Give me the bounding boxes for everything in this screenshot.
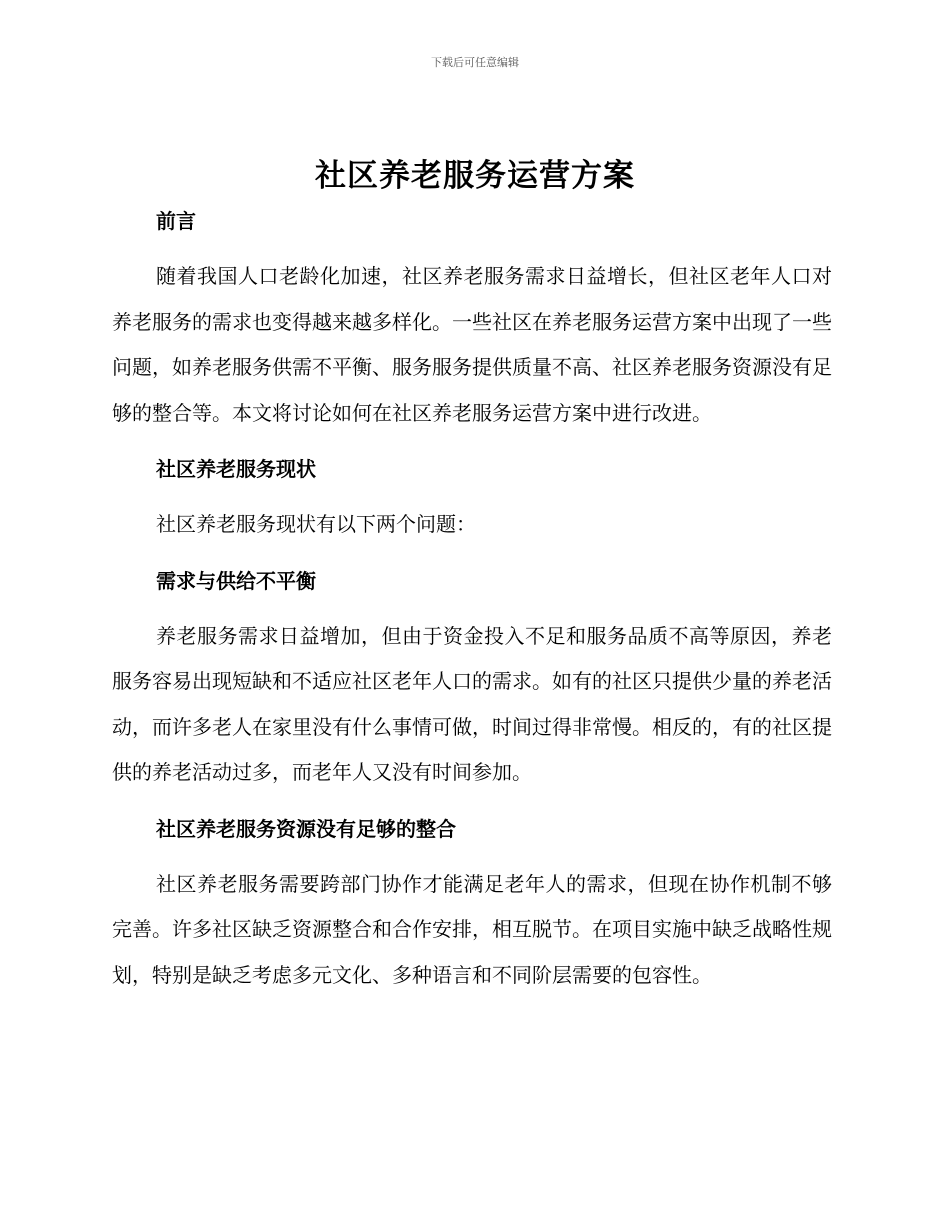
paragraph-current-status: 社区养老服务现状有以下两个问题：	[156, 512, 476, 536]
header-note: 下载后可任意编辑	[431, 56, 519, 69]
section-heading-resource-integration: 社区养老服务资源没有足够的整合	[156, 816, 456, 841]
paragraph-supply-demand: 养老服务需求日益增加，但由于资金投入不足和服务品质不高等原因，养老服务容易出现短缺和不适应社区老年人口的需求。如有的社区只提供少量的养老活动，而许多老人在家里没有什么事情可做，时间过得非常慢。相反的，有的社区提供的养老活动过多，而老年人又没有时间参加。	[112, 623, 832, 784]
section-heading-preface: 前言	[156, 209, 196, 233]
section-heading-supply-demand: 需求与供给不平衡	[156, 568, 316, 593]
document-title: 社区养老服务运营方案	[315, 158, 635, 194]
section-heading-current-status: 社区养老服务现状	[156, 457, 316, 481]
document-body	[112, 198, 832, 998]
paragraph-resource-integration: 社区养老服务需要跨部门协作才能满足老年人的需求，但现在协作机制不够完善。许多社区缺乏资源整合和合作安排，相互脱节。在项目实施中缺乏战略性规划，特别是缺乏考虑多元文化、多种语言和不同阶层需要的包容性。	[112, 871, 832, 987]
paragraph-preface: 随着我国人口老龄化加速，社区养老服务需求日益增长，但社区老年人口对养老服务的需求也变得越来越多样化。一些社区在养老服务运营方案中出现了一些问题，如养老服务供需不平衡、服务服务提供质量不高、社区养老服务资源没有足够的整合等。本文将讨论如何在社区养老服务运营方案中进行改进。	[112, 264, 832, 425]
